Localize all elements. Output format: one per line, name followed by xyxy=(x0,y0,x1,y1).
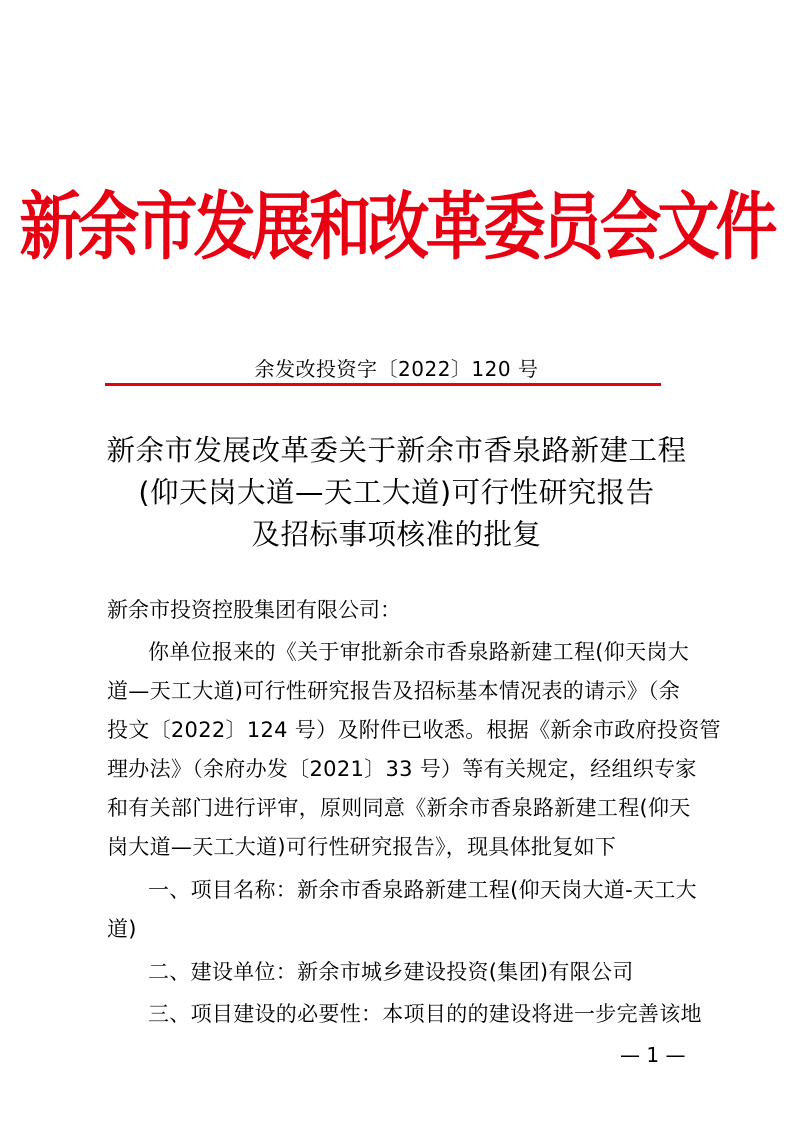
body-paragraph-line: 投文〔2022〕124 号）及附件已收悉。根据《新余市政府投资管 xyxy=(107,718,721,742)
section-heading-construction-unit: 二、建设单位：新余市城乡建设投资(集团)有限公司 xyxy=(148,960,634,984)
body-paragraph-line: 岗大道—天工大道)可行性研究报告》，现具体批复如下 xyxy=(107,835,617,859)
document-number: 余发改投资字〔2022〕120 号 xyxy=(254,357,539,381)
body-paragraph-line: 道—天工大道)可行性研究报告及招标基本情况表的请示》（余 xyxy=(107,679,681,703)
salutation: 新余市投资控股集团有限公司： xyxy=(107,598,401,622)
page-number: — 1 — xyxy=(620,1043,686,1067)
red-divider-line xyxy=(105,383,661,386)
section-heading-project-name: 一、项目名称：新余市香泉路新建工程(仰天岗大道-天工大 xyxy=(148,878,697,902)
document-title-line-3: 及招标事项核准的批复 xyxy=(251,518,542,551)
section-heading-necessity: 三、项目建设的必要性：本项目的的建设将进一步完善该地 xyxy=(148,1002,702,1026)
body-paragraph-line: 你单位报来的《关于审批新余市香泉路新建工程(仰天岗大 xyxy=(148,640,689,664)
body-paragraph-line: 理办法》（余府办发〔2021〕33 号）等有关规定，经组织专家 xyxy=(107,757,697,781)
body-paragraph-line: 道) xyxy=(107,917,137,941)
issuing-authority-header: 新余市发展和改革委员会文件 xyxy=(19,183,774,270)
document-title-line-2: (仰天岗大道—天工大道)可行性研究报告 xyxy=(138,476,655,509)
body-paragraph-line: 和有关部门进行评审，原则同意《新余市香泉路新建工程(仰天 xyxy=(107,796,691,820)
document-title-line-1: 新余市发展改革委关于新余市香泉路新建工程 xyxy=(106,434,687,467)
